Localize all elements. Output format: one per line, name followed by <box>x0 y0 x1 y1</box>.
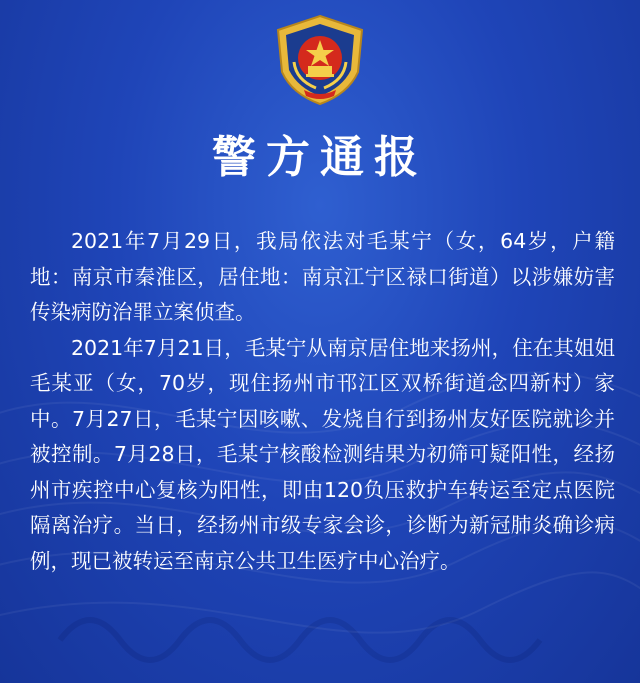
notice-body <box>30 224 615 579</box>
notice-paragraph-1: 2021年7月29日，我局依法对毛某宁（女，64岁，户籍地：南京市秦淮区，居住地：南京江宁区禄口街道）以涉嫌妨害传染病防治罪立案侦查。 <box>30 229 615 324</box>
notice-title: 警方通报 <box>212 132 428 183</box>
notice-paragraph-2: 2021年7月21日，毛某宁从南京居住地来扬州，住在其姐姐毛某亚（女，70岁，现住扬州市邗江区双桥街道念四新村）家中。7月27日，毛某宁因咳嗽、发烧自行到扬州友好医院就诊并被控制。7月28日，毛某宁核酸检测结果为初筛可疑阳性，经扬州市疾控中心复核为阳性，即由120负压救护车转运至定点医院隔离治疗。当日，经扬州市级专家会诊，诊断为新冠肺炎确诊病例，现已被转运至南京公共卫生医疗中心治疗。 <box>30 335 615 573</box>
police-emblem-icon <box>268 14 372 106</box>
